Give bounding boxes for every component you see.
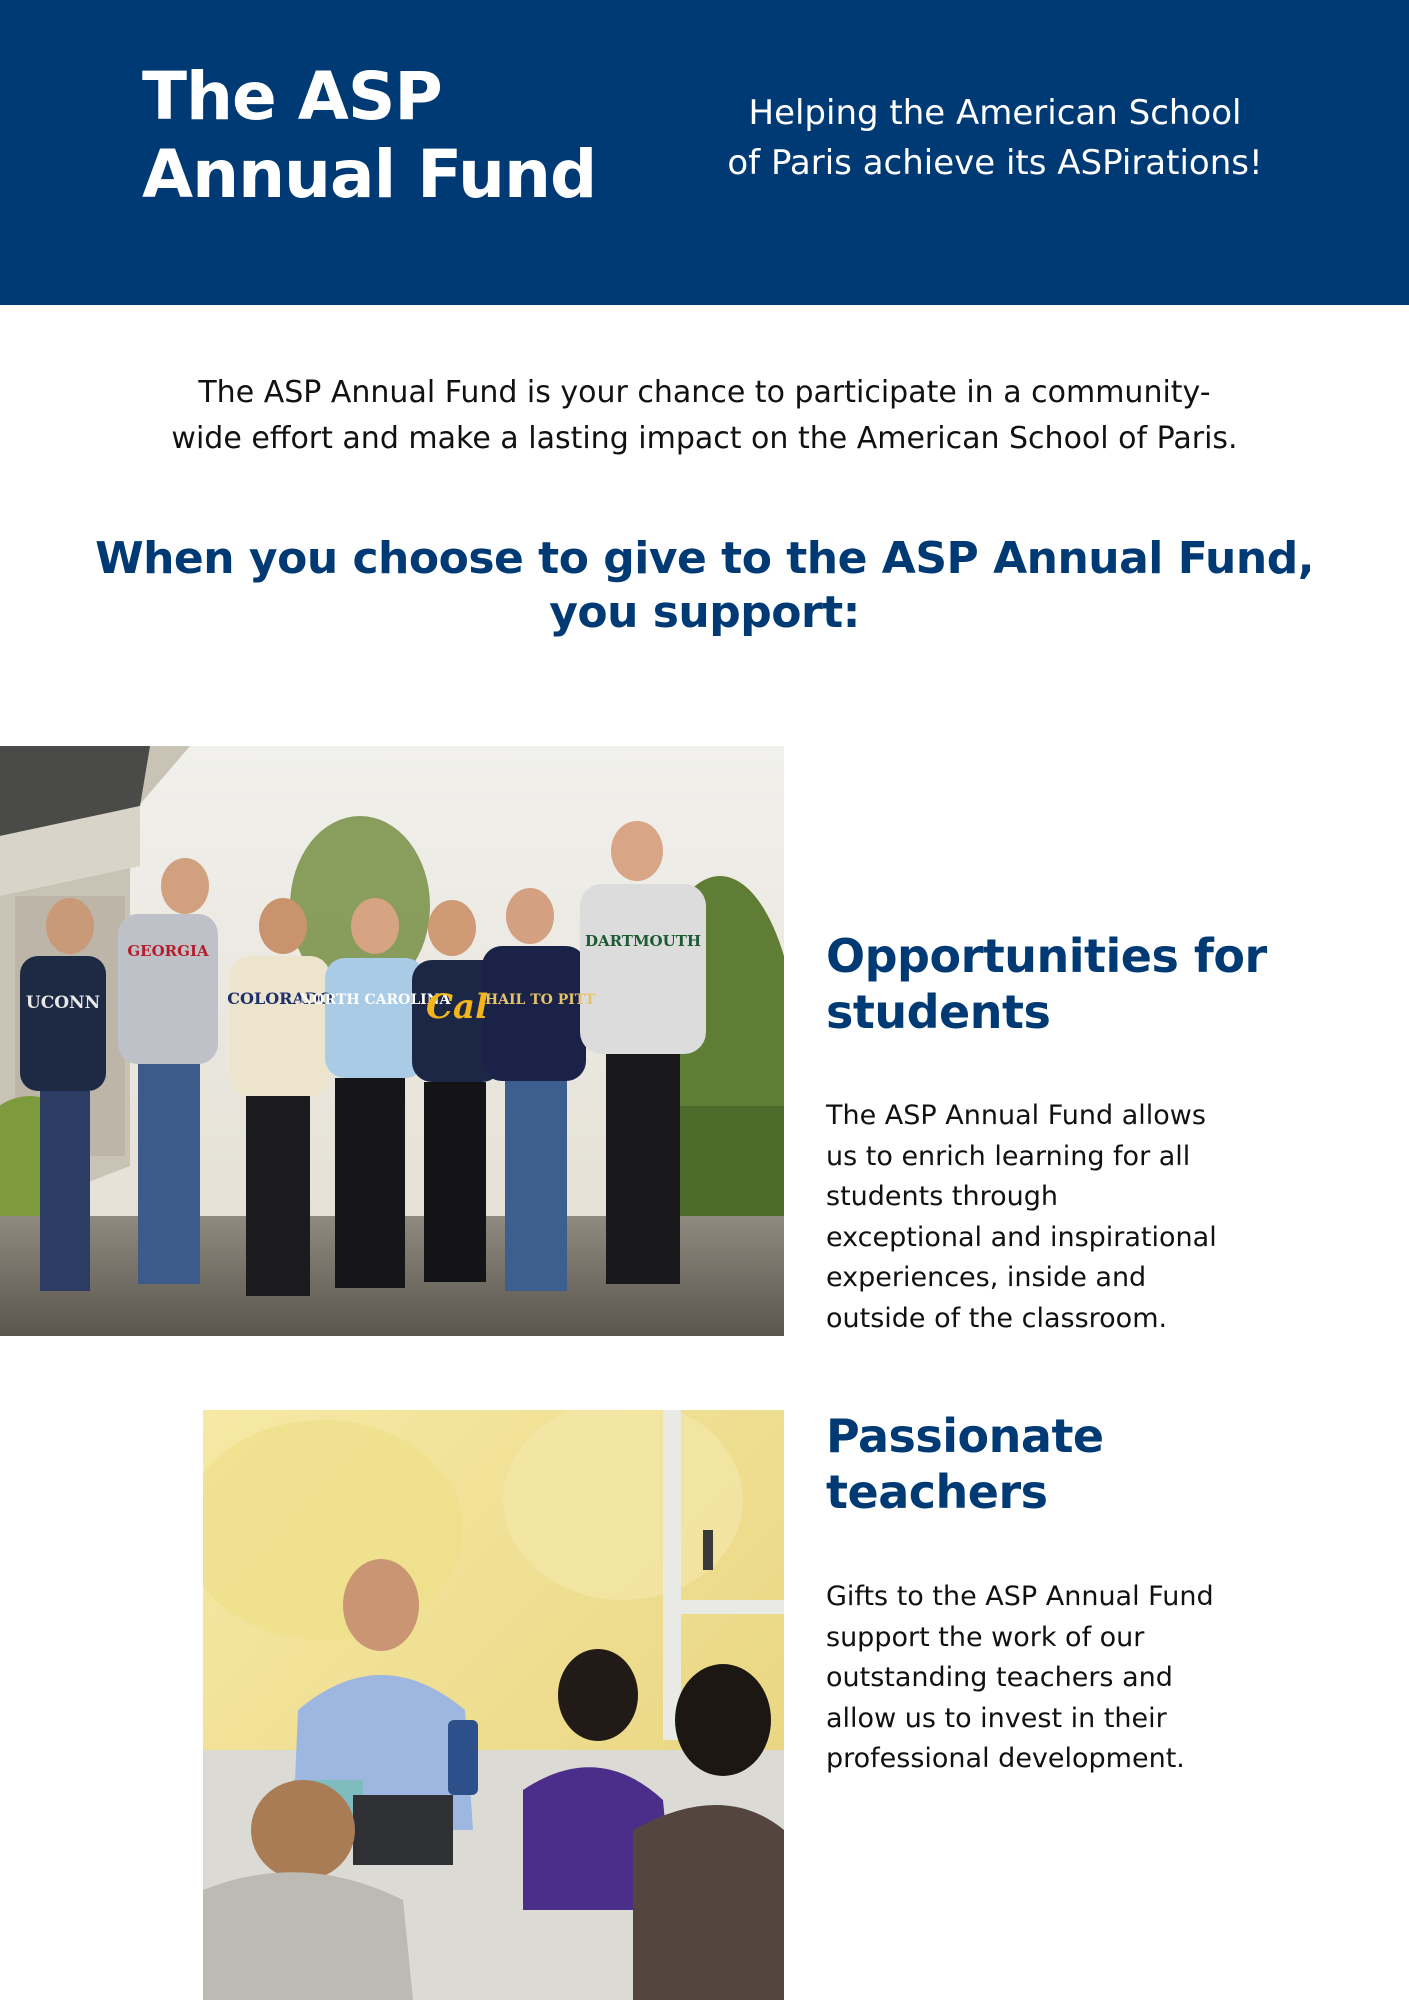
header-banner — [0, 0, 1409, 305]
sweatshirt-colorado: COLORADO — [227, 989, 333, 1008]
teachers-photo — [203, 1410, 784, 2000]
page-title: The ASP Annual Fund — [142, 58, 597, 213]
support-heading: When you choose to give to the ASP Annual Fund, you support: — [95, 533, 1314, 638]
sweatshirt-georgia: GEORGIA — [127, 942, 209, 960]
sweatshirt-pitt: HAIL TO PITT — [484, 992, 596, 1008]
intro-paragraph: The ASP Annual Fund is your chance to participate in a community- wide effort and make a lasting impact on the American School of Paris. — [171, 375, 1238, 456]
feature-text-teachers: Gifts to the ASP Annual Fund support the work of our outstanding teachers and allow us to invest in their professional development. — [826, 1581, 1214, 1774]
feature-text-students: The ASP Annual Fund allows us to enrich learning for all students through exceptional and inspirational experiences, inside and outside of the classroom. — [826, 1100, 1217, 1334]
sweatshirt-uconn: UCONN — [25, 993, 101, 1013]
sweatshirt-dartmouth: DARTMOUTH — [584, 932, 702, 950]
sweatshirt-cal: Cal — [425, 987, 489, 1027]
sweatshirt-north-carolina: NORTH CAROLINA — [299, 992, 451, 1008]
feature-title-students: Opportunities for students — [826, 929, 1267, 1039]
header-tagline: Helping the American School of Paris achieve its ASPirations! — [727, 93, 1263, 183]
feature-title-teachers: Passionate teachers — [826, 1409, 1104, 1519]
students-photo — [0, 746, 784, 1336]
